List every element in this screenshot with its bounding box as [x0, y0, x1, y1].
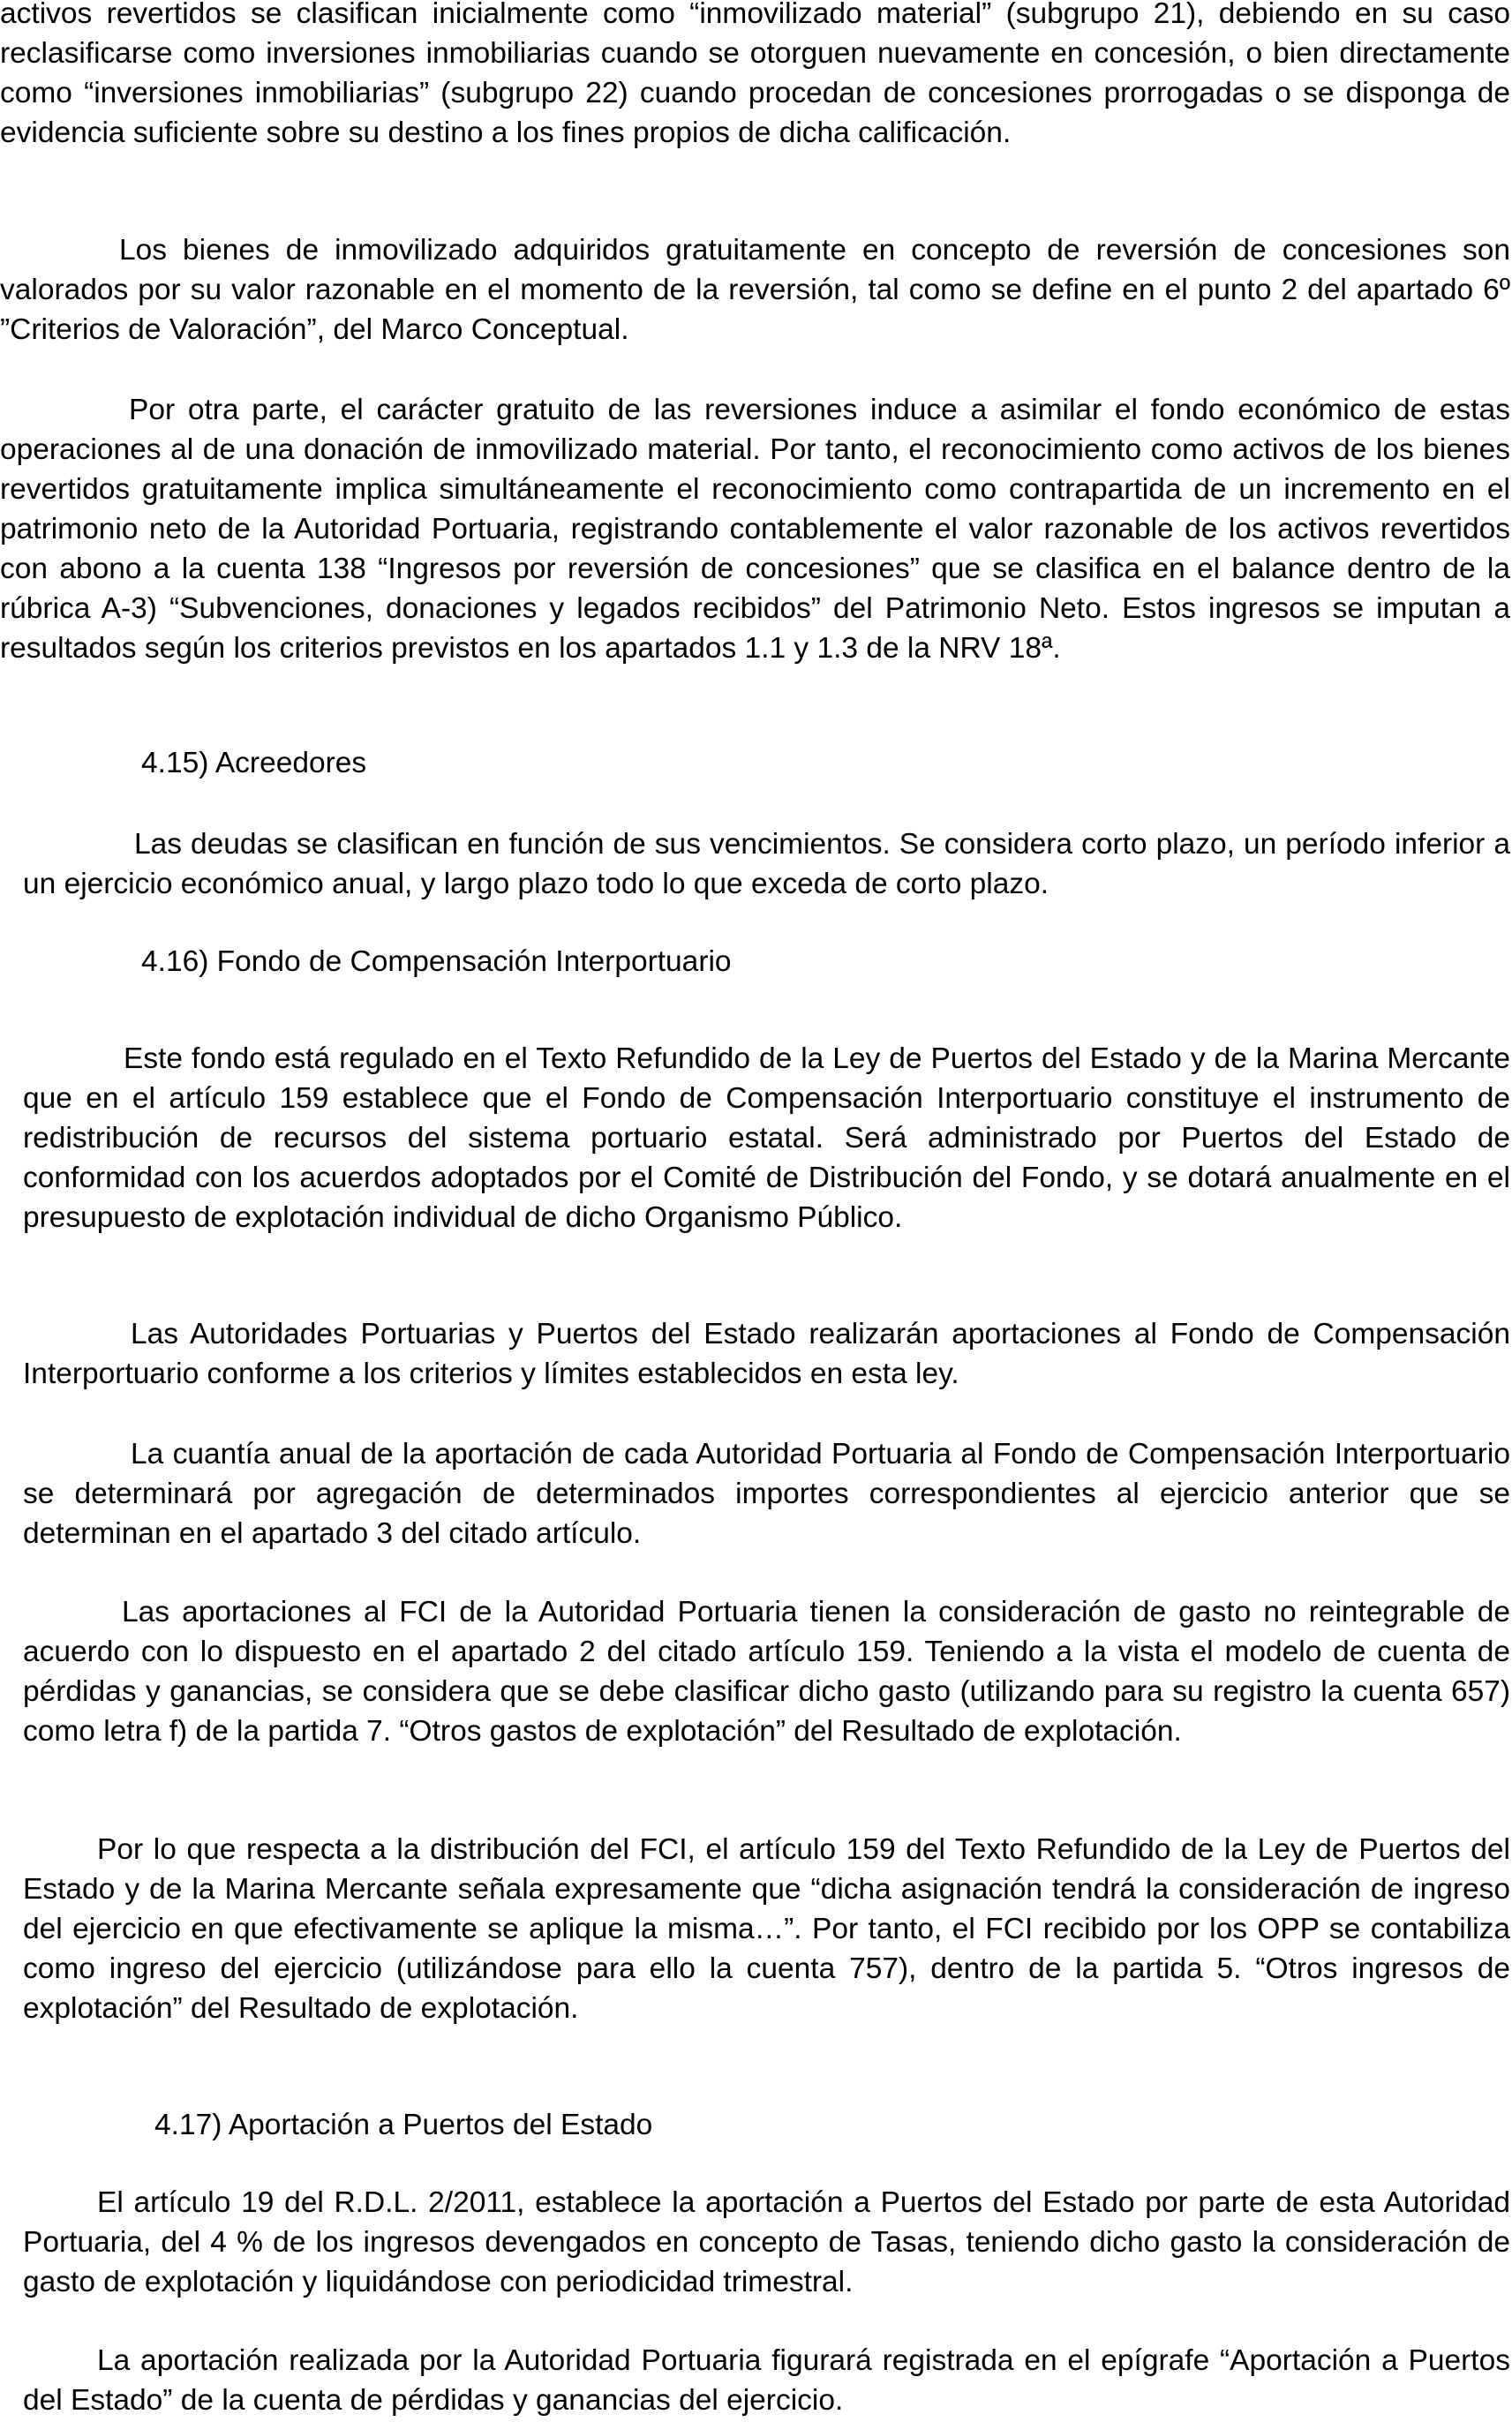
paragraph-reversion-classification: activos revertidos se clasifican inicialmente como “inmovilizado material” (subgrupo 21), debiendo en su caso reclasificarse como inversiones inmobiliarias cuando se otorguen nuevamente en concesión, o bien directamente como “inversiones inmobiliarias” (subgrupo 22) cuando procedan de concesiones prorrogadas o se disponga de evidencia suficiente sobre su destino a los fines propios de dicha calificación. — [0, 0, 1510, 149]
paragraph-aportacion-registro: La aportación realizada por la Autoridad Portuaria figurará registrada en el epígrafe “Aportación a Puertos del Estado” de la cuenta de pérdidas y ganancias del ejercicio. — [23, 2344, 1510, 2417]
heading-aportacion-puertos: 4.17) Aportación a Puertos del Estado — [154, 2109, 653, 2141]
paragraph-reversion-donation: Por otra parte, el carácter gratuito de las reversiones induce a asimilar el fondo económico de estas operaciones al de una donación de inmovilizado material. Por tanto, el reconocimiento como activos de los bienes revertidos gratuitamente implica simultáneamente el reconocimiento como contrapartida de un incremento en el patrimonio neto de la Autoridad Portuaria, registrando contablemente el valor razonable de los activos revertidos con abono a la cuenta 138 “Ingresos por reversión de concesiones” que se clasifica en el balance dentro de la rúbrica A-3) “Subvenciones, donaciones y legados recibidos” del Patrimonio Neto. Estos ingresos se imputan a resultados según los criterios previstos en los apartados 1.1 y 1.3 de la NRV 18ª. — [0, 394, 1510, 665]
paragraph-fci-expense: Las aportaciones al FCI de la Autoridad Portuaria tienen la consideración de gasto no reintegrable de acuerdo con lo dispuesto en el apartado 2 del citado artículo 159. Teniendo a la vista el modelo de cuenta de pérdidas y ganancias, se considera que se debe clasificar dicho gasto (utilizando para su registro la cuenta 657) como letra f) de la partida 7. “Otros gastos de explotación” del Resultado de explotación. — [23, 1596, 1510, 1748]
paragraph-aportacion-rdl: El artículo 19 del R.D.L. 2/2011, establece la aportación a Puertos del Estado por parte de esta Autoridad Portuaria, del 4 % de los ingresos devengados en concepto de Tasas, teniendo dicho gasto la consideración de gasto de explotación y liquidándose con periodicidad trimestral. — [23, 2186, 1510, 2298]
paragraph-fci-annual-amount: La cuantía anual de la aportación de cada Autoridad Portuaria al Fondo de Compensación Interportuario se determinará por agregación de determinados importes correspondientes al ejercicio anterior que se determinan en el apartado 3 del citado artículo. — [23, 1438, 1510, 1550]
heading-acreedores: 4.15) Acreedores — [141, 747, 367, 779]
paragraph-fci-contributions: Las Autoridades Portuarias y Puertos del Estado realizarán aportaciones al Fondo de Compensación Interportuario conforme a los criterios y límites establecidos en esta ley. — [23, 1318, 1510, 1390]
paragraph-fci-regulation: Este fondo está regulado en el Texto Refundido de la Ley de Puertos del Estado y de la Marina Mercante que en el artículo 159 establece que el Fondo de Compensación Interportuario constituye el instrumento de redistribución de recursos del sistema portuario estatal. Será administrado por Puertos del Estado de conformidad con los acuerdos adoptados por el Comité de Distribución del Fondo, y se dotará anualmente en el presupuesto de explotación individual de dicho Organismo Público. — [23, 1042, 1510, 1234]
paragraph-reversion-valuation: Los bienes de inmovilizado adquiridos gratuitamente en concepto de reversión de concesiones son valorados por su valor razonable en el momento de la reversión, tal como se define en el punto 2 del apartado 6º ”Criterios de Valoración”, del Marco Conceptual. — [0, 234, 1510, 346]
paragraph-fci-distribution: Por lo que respecta a la distribución del FCI, el artículo 159 del Texto Refundido de la Ley de Puertos del Estado y de la Marina Mercante señala expresamente que “dicha asignación tendrá la consideración de ingreso del ejercicio en que efectivamente se aplique la misma…”. Por tanto, el FCI recibido por los OPP se contabiliza como ingreso del ejercicio (utilizándose para ello la cuenta 757), dentro de la partida 5. “Otros ingresos de explotación” del Resultado de explotación. — [23, 1833, 1510, 2025]
paragraph-acreedores: Las deudas se clasifican en función de sus vencimientos. Se considera corto plazo, un período inferior a un ejercicio económico anual, y largo plazo todo lo que exceda de corto plazo. — [23, 828, 1510, 900]
heading-fondo-compensacion: 4.16) Fondo de Compensación Interportuario — [141, 945, 732, 978]
